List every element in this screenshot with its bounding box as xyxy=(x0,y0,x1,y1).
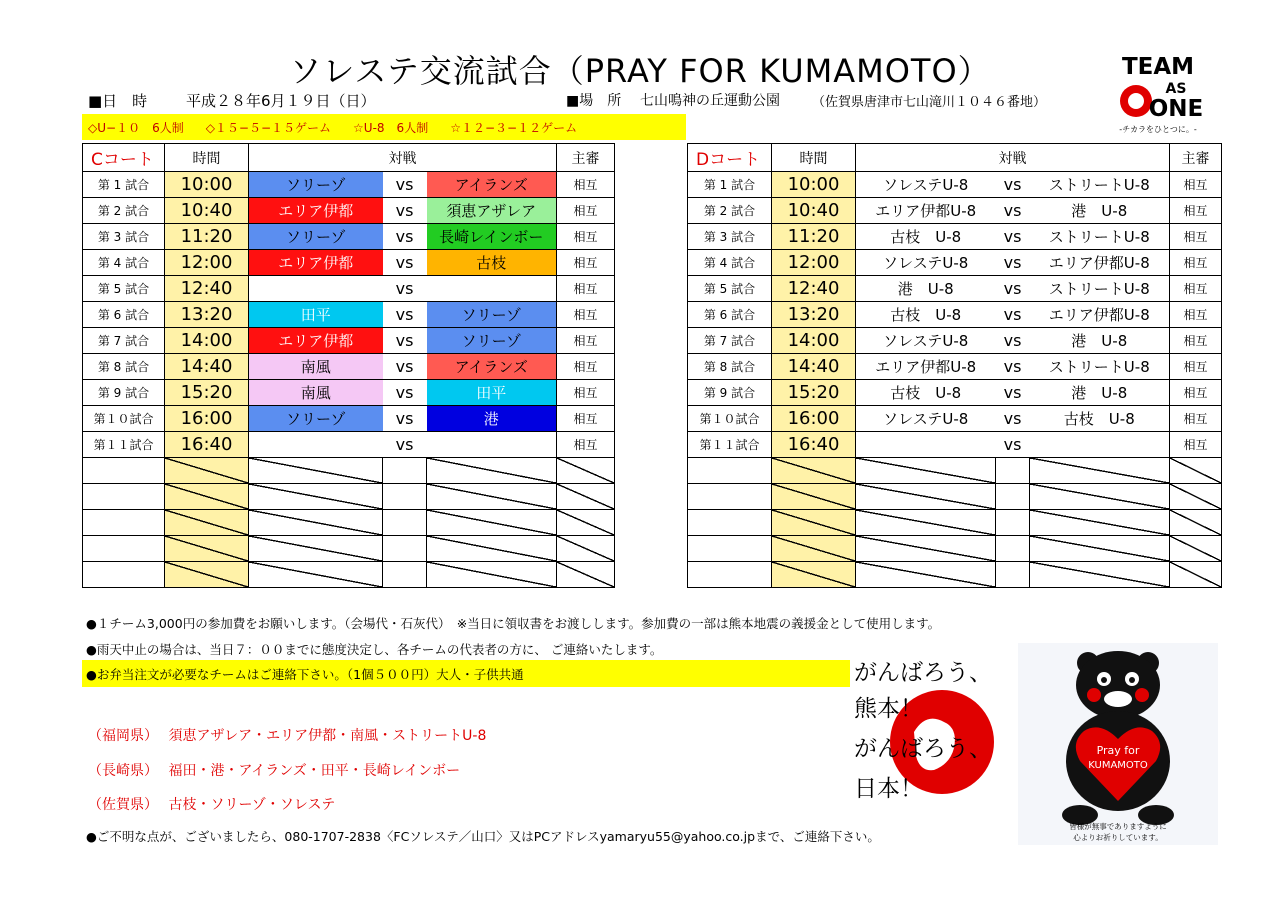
game-number: 第 6 試合 xyxy=(688,302,772,328)
logo-as-text: AS xyxy=(1165,81,1187,97)
referee: 相互 xyxy=(1170,302,1222,328)
home-team: ソレステU-8 xyxy=(856,250,996,276)
home-team: 港 U-8 xyxy=(856,276,996,302)
kumamon-caption-2: 心よりお祈りしています。 xyxy=(1073,833,1163,842)
empty-cell xyxy=(383,484,427,510)
versus-label: vs xyxy=(996,302,1030,328)
empty-cell xyxy=(856,536,996,562)
home-team: ソリーゾ xyxy=(249,224,383,250)
versus-label: vs xyxy=(996,276,1030,302)
referee-header: 主審 xyxy=(1170,144,1222,172)
empty-cell xyxy=(165,484,249,510)
empty-cell xyxy=(249,458,383,484)
rule-u10-format: ◇１５−５−１５ゲーム xyxy=(205,120,332,135)
home-team: ソレステU-8 xyxy=(856,328,996,354)
away-team: ソリーゾ xyxy=(427,302,557,328)
game-time: 15:20 xyxy=(165,380,249,406)
header-row xyxy=(83,144,615,172)
court-c-schedule xyxy=(82,143,615,588)
referee: 相互 xyxy=(1170,380,1222,406)
game-time: 13:20 xyxy=(772,302,856,328)
prefecture-name: （長崎県） xyxy=(88,763,158,779)
game-time: 12:40 xyxy=(165,276,249,302)
home-team: エリア伊都 xyxy=(249,250,383,276)
game-time: 10:40 xyxy=(772,198,856,224)
empty-cell xyxy=(996,536,1030,562)
game-time: 13:20 xyxy=(165,302,249,328)
referee-header: 主審 xyxy=(557,144,615,172)
prefecture-teams: 須恵アザレア・エリア伊都・南風・ストリートU-8 xyxy=(168,728,487,744)
empty-cell xyxy=(249,510,383,536)
versus-label: vs xyxy=(383,432,427,458)
game-row xyxy=(83,302,615,328)
empty-cell xyxy=(688,536,772,562)
ganbaro-line-2: 熊本！ xyxy=(854,696,923,722)
empty-cell xyxy=(165,562,249,588)
game-number: 第 6 試合 xyxy=(83,302,165,328)
empty-cell xyxy=(1170,484,1222,510)
away-team: ストリートU-8 xyxy=(1030,354,1170,380)
game-row xyxy=(83,250,615,276)
empty-cell xyxy=(1170,510,1222,536)
rule-u8-players: ☆U-8 6人制 xyxy=(353,120,429,135)
versus-label: vs xyxy=(383,250,427,276)
game-number: 第 1 試合 xyxy=(688,172,772,198)
empty-row xyxy=(83,484,615,510)
game-number: 第 9 試合 xyxy=(83,380,165,406)
empty-cell xyxy=(856,562,996,588)
home-team: 古枝 U-8 xyxy=(856,380,996,406)
empty-cell xyxy=(83,458,165,484)
prefecture-teams: 福田・港・アイランズ・田平・長崎レインボー xyxy=(168,763,461,779)
game-row xyxy=(688,224,1222,250)
home-team xyxy=(249,432,383,458)
logo-team-text: TEAM xyxy=(1121,54,1195,80)
empty-cell xyxy=(772,484,856,510)
home-team xyxy=(856,432,996,458)
empty-cell xyxy=(1030,510,1170,536)
contact-note: ●ご不明な点が、ございましたら、080-1707-2838〈FCソレステ／山口〉又はPCアドレスyamaryu55@yahoo.co.jpまで、ご連絡下さい。 xyxy=(86,829,880,844)
game-number: 第１１試合 xyxy=(83,432,165,458)
empty-cell xyxy=(996,458,1030,484)
empty-cell xyxy=(427,562,557,588)
game-time: 16:00 xyxy=(165,406,249,432)
referee: 相互 xyxy=(1170,354,1222,380)
versus-label: vs xyxy=(996,354,1030,380)
game-time: 11:20 xyxy=(165,224,249,250)
date-label: ■日 時 xyxy=(88,92,148,110)
empty-row xyxy=(688,536,1222,562)
away-team: 古枝 U-8 xyxy=(1030,406,1170,432)
referee: 相互 xyxy=(557,172,615,198)
game-row xyxy=(83,380,615,406)
empty-cell xyxy=(383,562,427,588)
place-address: （佐賀県唐津市七山滝川１０４６番地） xyxy=(812,95,1047,110)
game-time: 10:00 xyxy=(165,172,249,198)
away-team: 港 xyxy=(427,406,557,432)
logo-one-text: ONE xyxy=(1148,96,1204,122)
empty-cell xyxy=(772,536,856,562)
game-number: 第 9 試合 xyxy=(688,380,772,406)
referee: 相互 xyxy=(1170,406,1222,432)
game-row xyxy=(83,276,615,302)
empty-cell xyxy=(427,536,557,562)
empty-cell xyxy=(856,458,996,484)
versus-label: vs xyxy=(383,224,427,250)
game-number: 第 4 試合 xyxy=(83,250,165,276)
game-row xyxy=(83,354,615,380)
empty-cell xyxy=(856,484,996,510)
game-number: 第 8 試合 xyxy=(83,354,165,380)
empty-cell xyxy=(772,510,856,536)
game-row xyxy=(688,406,1222,432)
away-team xyxy=(427,432,557,458)
empty-cell xyxy=(165,536,249,562)
away-team xyxy=(1030,432,1170,458)
empty-cell xyxy=(772,458,856,484)
game-row xyxy=(688,276,1222,302)
empty-cell xyxy=(1170,562,1222,588)
empty-cell xyxy=(1030,562,1170,588)
game-row xyxy=(688,432,1222,458)
empty-cell xyxy=(996,510,1030,536)
versus-label: vs xyxy=(383,198,427,224)
game-number: 第 3 試合 xyxy=(688,224,772,250)
referee: 相互 xyxy=(1170,224,1222,250)
empty-cell xyxy=(427,458,557,484)
versus-label: vs xyxy=(383,354,427,380)
ganbaro-line-3: がんばろう、 xyxy=(854,736,992,762)
game-number: 第 8 試合 xyxy=(688,354,772,380)
referee: 相互 xyxy=(557,406,615,432)
empty-row xyxy=(83,562,615,588)
versus-label: vs xyxy=(383,380,427,406)
versus-label: vs xyxy=(996,432,1030,458)
home-team xyxy=(249,276,383,302)
game-number: 第１１試合 xyxy=(688,432,772,458)
logo-tagline: -チカラをひとつに。- xyxy=(1119,125,1197,134)
empty-cell xyxy=(427,484,557,510)
empty-cell xyxy=(996,562,1030,588)
kumamon-pray-graphic xyxy=(1018,643,1218,845)
game-time: 14:00 xyxy=(165,328,249,354)
versus-label: vs xyxy=(996,172,1030,198)
game-row xyxy=(688,198,1222,224)
versus-label: vs xyxy=(383,172,427,198)
versus-label: vs xyxy=(383,302,427,328)
empty-cell xyxy=(83,536,165,562)
empty-cell xyxy=(83,484,165,510)
empty-cell xyxy=(688,562,772,588)
away-team: 長崎レインボー xyxy=(427,224,557,250)
game-number: 第１０試合 xyxy=(83,406,165,432)
court-d-schedule xyxy=(687,143,1222,588)
time-header: 時間 xyxy=(165,144,249,172)
empty-cell xyxy=(165,458,249,484)
referee: 相互 xyxy=(1170,172,1222,198)
game-row xyxy=(688,380,1222,406)
away-team: 古枝 xyxy=(427,250,557,276)
empty-cell xyxy=(1170,458,1222,484)
game-time: 16:40 xyxy=(772,432,856,458)
prefecture-saga xyxy=(88,794,335,814)
game-number: 第 7 試合 xyxy=(688,328,772,354)
empty-cell xyxy=(557,484,615,510)
empty-cell xyxy=(1030,484,1170,510)
home-team: 古枝 U-8 xyxy=(856,302,996,328)
empty-cell xyxy=(1030,458,1170,484)
referee: 相互 xyxy=(557,250,615,276)
versus-label: vs xyxy=(996,328,1030,354)
game-number: 第 4 試合 xyxy=(688,250,772,276)
home-team: エリア伊都 xyxy=(249,198,383,224)
ganbaro-line-1: がんばろう、 xyxy=(854,660,992,686)
versus-label: vs xyxy=(383,328,427,354)
home-team: 田平 xyxy=(249,302,383,328)
game-time: 10:00 xyxy=(772,172,856,198)
versus-label: vs xyxy=(383,406,427,432)
versus-label: vs xyxy=(383,276,427,302)
referee: 相互 xyxy=(557,302,615,328)
game-time: 11:20 xyxy=(772,224,856,250)
bento-note: ●お弁当注文が必要なチームはご連絡下さい。（1個５００円）大人・子供共通 xyxy=(82,660,850,687)
prefecture-teams: 古枝・ソリーゾ・ソレステ xyxy=(168,797,336,813)
empty-cell xyxy=(249,562,383,588)
empty-cell xyxy=(165,510,249,536)
time-header: 時間 xyxy=(772,144,856,172)
rain-note: ●雨天中止の場合は、当日７：００までに態度決定し、各チームの代表者の方に、 ご連絡いたします。 xyxy=(86,642,663,657)
referee: 相互 xyxy=(557,224,615,250)
empty-cell xyxy=(557,536,615,562)
court-d-name: Dコート xyxy=(688,144,772,172)
empty-cell xyxy=(383,536,427,562)
date-value: 平成２８年6月１９日（日） xyxy=(186,92,376,110)
empty-cell xyxy=(856,510,996,536)
empty-row xyxy=(688,458,1222,484)
prefecture-name: （福岡県） xyxy=(88,728,158,744)
empty-cell xyxy=(688,510,772,536)
place-label: ■場 所 xyxy=(566,93,622,109)
match-header: 対戦 xyxy=(249,144,557,172)
game-row xyxy=(83,406,615,432)
away-team: ソリーゾ xyxy=(427,328,557,354)
empty-row xyxy=(83,510,615,536)
referee: 相互 xyxy=(557,380,615,406)
empty-cell xyxy=(557,458,615,484)
game-time: 16:40 xyxy=(165,432,249,458)
empty-row xyxy=(688,484,1222,510)
referee: 相互 xyxy=(557,276,615,302)
prefecture-name: （佐賀県） xyxy=(88,797,158,813)
page-title: ソレステ交流試合（PRAY FOR KUMAMOTO） xyxy=(289,52,991,90)
prefecture-nagasaki xyxy=(88,760,460,780)
game-number: 第 1 試合 xyxy=(83,172,165,198)
away-team: 田平 xyxy=(427,380,557,406)
home-team: ソレステU-8 xyxy=(856,406,996,432)
ganbaro-line-4: 日本！ xyxy=(854,776,923,802)
away-team: ストリートU-8 xyxy=(1030,172,1170,198)
heart-text-line-1: Pray for xyxy=(1096,744,1140,757)
empty-cell xyxy=(557,562,615,588)
empty-cell xyxy=(83,510,165,536)
empty-cell xyxy=(688,458,772,484)
referee: 相互 xyxy=(557,328,615,354)
home-team: 南風 xyxy=(249,380,383,406)
game-row xyxy=(83,432,615,458)
game-time: 14:40 xyxy=(772,354,856,380)
empty-cell xyxy=(996,484,1030,510)
game-time: 12:40 xyxy=(772,276,856,302)
away-team: アイランズ xyxy=(427,354,557,380)
empty-cell xyxy=(249,536,383,562)
game-time: 16:00 xyxy=(772,406,856,432)
referee: 相互 xyxy=(557,354,615,380)
empty-cell xyxy=(557,510,615,536)
game-number: 第１０試合 xyxy=(688,406,772,432)
rule-u10-players: ◇U−１０ 6人制 xyxy=(88,120,184,135)
ganbaro-kumamoto-graphic xyxy=(854,652,1002,804)
game-time: 12:00 xyxy=(165,250,249,276)
empty-cell xyxy=(383,510,427,536)
game-number: 第 3 試合 xyxy=(83,224,165,250)
away-team: アイランズ xyxy=(427,172,557,198)
away-team: エリア伊都U-8 xyxy=(1030,250,1170,276)
empty-cell xyxy=(249,484,383,510)
versus-label: vs xyxy=(996,406,1030,432)
rule-u8-format: ☆１２−３−１２ゲーム xyxy=(450,120,578,135)
away-team: ストリートU-8 xyxy=(1030,276,1170,302)
game-row xyxy=(688,172,1222,198)
game-number: 第 2 試合 xyxy=(688,198,772,224)
prefecture-fukuoka xyxy=(88,725,486,745)
home-team: 南風 xyxy=(249,354,383,380)
place-name: 七山鳴神の丘運動公園 xyxy=(640,93,780,109)
logo-circle-inner xyxy=(1128,93,1144,109)
referee: 相互 xyxy=(1170,250,1222,276)
empty-cell xyxy=(83,562,165,588)
game-time: 14:00 xyxy=(772,328,856,354)
kumamon-caption-1: 皆様が無事でありますように xyxy=(1069,822,1167,831)
referee: 相互 xyxy=(557,198,615,224)
referee: 相互 xyxy=(1170,198,1222,224)
empty-cell xyxy=(1170,536,1222,562)
game-number: 第 5 試合 xyxy=(688,276,772,302)
away-team: エリア伊都U-8 xyxy=(1030,302,1170,328)
away-team: ストリートU-8 xyxy=(1030,224,1170,250)
home-team: 古枝 U-8 xyxy=(856,224,996,250)
header-row xyxy=(688,144,1222,172)
game-time: 12:00 xyxy=(772,250,856,276)
court-c-name: Cコート xyxy=(83,144,165,172)
away-team: 港 U-8 xyxy=(1030,198,1170,224)
game-row xyxy=(83,198,615,224)
home-team: ソレステU-8 xyxy=(856,172,996,198)
away-team: 港 U-8 xyxy=(1030,328,1170,354)
home-team: ソリーゾ xyxy=(249,406,383,432)
versus-label: vs xyxy=(996,198,1030,224)
game-time: 10:40 xyxy=(165,198,249,224)
empty-row xyxy=(688,562,1222,588)
game-row xyxy=(688,354,1222,380)
empty-row xyxy=(83,536,615,562)
referee: 相互 xyxy=(1170,432,1222,458)
game-row xyxy=(83,224,615,250)
referee: 相互 xyxy=(557,432,615,458)
home-team: ソリーゾ xyxy=(249,172,383,198)
empty-cell xyxy=(772,562,856,588)
team-as-one-logo xyxy=(1110,52,1206,138)
empty-cell xyxy=(427,510,557,536)
game-rules-bar xyxy=(82,114,686,140)
home-team: エリア伊都U-8 xyxy=(856,198,996,224)
fee-note: ●１チーム3,000円の参加費をお願いします。（会場代・石灰代） ※当日に領収書をお渡しします。参加費の一部は熊本地震の義援金として使用します。 xyxy=(86,616,941,631)
home-team: エリア伊都 xyxy=(249,328,383,354)
away-team: 須恵アザレア xyxy=(427,198,557,224)
game-row xyxy=(688,250,1222,276)
match-header: 対戦 xyxy=(856,144,1170,172)
game-time: 14:40 xyxy=(165,354,249,380)
game-row xyxy=(83,328,615,354)
away-team: 港 U-8 xyxy=(1030,380,1170,406)
game-row xyxy=(83,172,615,198)
game-row xyxy=(688,328,1222,354)
game-time: 15:20 xyxy=(772,380,856,406)
versus-label: vs xyxy=(996,380,1030,406)
empty-cell xyxy=(383,458,427,484)
referee: 相互 xyxy=(1170,276,1222,302)
home-team: エリア伊都U-8 xyxy=(856,354,996,380)
heart-text-line-2: KUMAMOTO xyxy=(1088,760,1148,771)
away-team xyxy=(427,276,557,302)
versus-label: vs xyxy=(996,250,1030,276)
game-number: 第 2 試合 xyxy=(83,198,165,224)
versus-label: vs xyxy=(996,224,1030,250)
empty-cell xyxy=(688,484,772,510)
game-number: 第 7 試合 xyxy=(83,328,165,354)
empty-cell xyxy=(1030,536,1170,562)
game-row xyxy=(688,302,1222,328)
empty-row xyxy=(83,458,615,484)
empty-row xyxy=(688,510,1222,536)
game-number: 第 5 試合 xyxy=(83,276,165,302)
referee: 相互 xyxy=(1170,328,1222,354)
